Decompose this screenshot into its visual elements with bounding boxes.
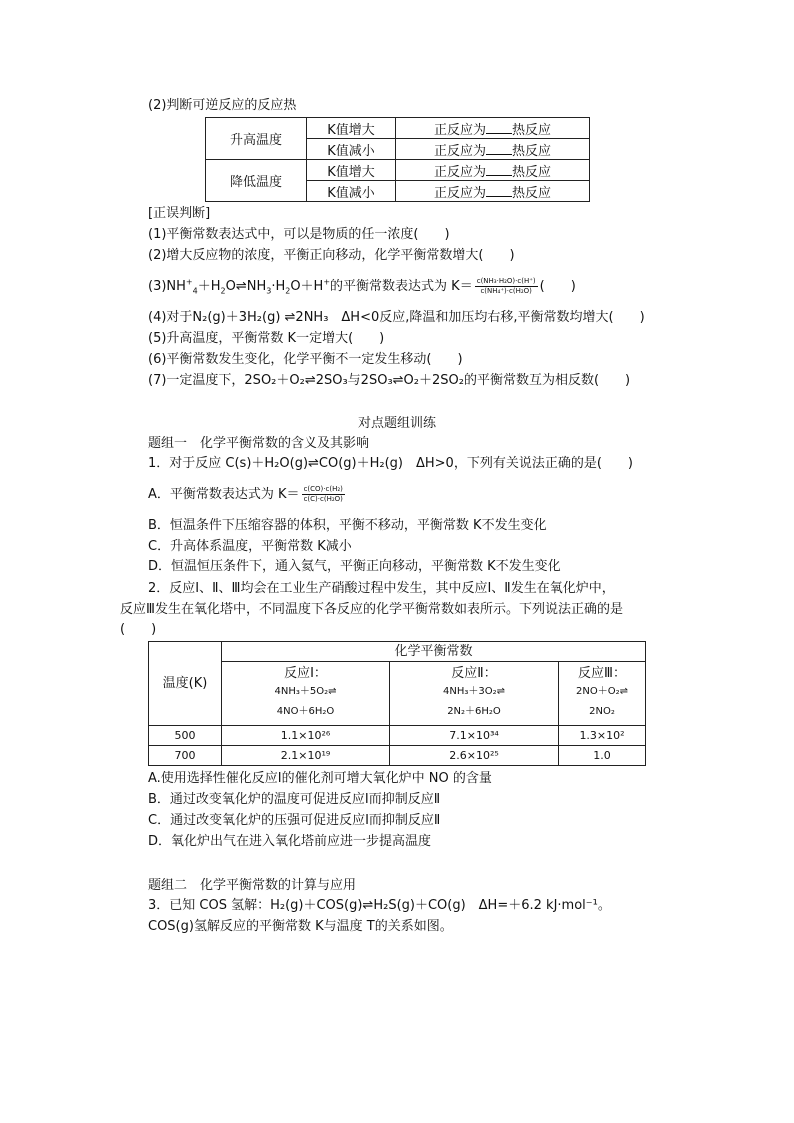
judge-header: [正误判断] <box>148 206 211 221</box>
section-title: 对点题组训练 <box>357 416 436 431</box>
question-2-line-2: 反应Ⅲ发生在氧化塔中，不同温度下各反应的化学平衡常数如表所示。下列说法正确的是 <box>120 602 623 617</box>
reaction-2-header: 反应Ⅱ： 4NH₃＋3O₂⇌ 2N₂＋6H₂O <box>390 662 559 726</box>
k-up-cell: K值增大 <box>307 118 396 139</box>
q2-option-c: C．通过改变氧化炉的压强可促进反应Ⅰ而抑制反应Ⅱ <box>148 813 441 828</box>
judge-item-7: (7)一定温度下，2SO₂＋O₂⇌2SO₃与2SO₃⇌O₂＋2SO₂的平衡常数互为相反数( ) <box>148 373 631 388</box>
answer-blank <box>486 163 512 176</box>
reaction-3-header: 反应Ⅲ： 2NO＋O₂⇌ 2NO₂ <box>559 662 646 726</box>
equilibrium-fraction: $\frac{\text{c(NH₃·H₂O)·c(H⁺)}}{\text{c(NH₄⁺)·c(H₂O)}}$ <box>476 277 536 295</box>
group-2-title: 题组二 化学平衡常数的计算与应用 <box>148 878 357 893</box>
question-3-line-1: 3．已知 COS 氢解：H₂(g)＋COS(g)⇌H₂S(g)＋CO(g) ΔH=＋6.2 kJ·mol⁻¹。 <box>148 898 611 913</box>
group-1-title: 题组一 化学平衡常数的含义及其影响 <box>148 436 370 451</box>
drop-temp-cell: 降低温度 <box>206 160 307 202</box>
judge-item-5: (5)升高温度，平衡常数 K一定增大( ) <box>148 331 385 346</box>
k-down-cell: K值减小 <box>307 181 396 202</box>
judge-item-6: (6)平衡常数发生变化，化学平衡不一定发生移动( ) <box>148 352 463 367</box>
rise-temp-cell: 升高温度 <box>206 118 307 160</box>
question-2-line-3: ( ) <box>120 622 157 637</box>
reaction-1-header: 反应Ⅰ： 4NH₃＋5O₂⇌ 4NO＋6H₂O <box>222 662 390 726</box>
q2-option-b: B．通过改变氧化炉的温度可促进反应Ⅰ而抑制反应Ⅱ <box>148 792 441 807</box>
judge-item-3: $(3)NH^+_4+H_2O\rightleftharpoons NH_3\cdot H_2O+H^+$的平衡常数表达式为 K＝ $\frac{\text{c(NH₃·H₂O)·c(H⁺)}}{\text{c(NH₄⁺)·c(H₂O)}}$ ( ) <box>148 277 576 296</box>
k-fraction: $\frac{\text{c(CO)·c(H₂)}}{\text{c(C)·c(H₂O)}}$ <box>303 485 343 503</box>
section-2-title: (2)判断可逆反应的反应热 <box>148 98 297 113</box>
q1-option-d: D．恒温恒压条件下，通入氦气，平衡正向移动，平衡常数 K不发生变化 <box>148 559 561 574</box>
temp-header: 温度(K) <box>149 642 222 726</box>
judge-item-2: (2)增大反应物的浓度，平衡正向移动，化学平衡常数增大( ) <box>148 248 515 263</box>
reaction-heat-table <box>205 117 590 202</box>
q1-option-a: A．平衡常数表达式为 K＝ $\frac{\text{c(CO)·c(H₂)}}{\text{c(C)·c(H₂O)}}$ <box>148 485 343 503</box>
k-header: 化学平衡常数 <box>222 642 646 662</box>
q2-option-d: D．氧化炉出气在进入氧化塔前应进一步提高温度 <box>148 834 432 849</box>
judge-item-4: (4)对于N₂(g)＋3H₂(g) ⇌2NH₃ ΔH<0反应,降温和加压均右移,平衡常数均增大( ) <box>148 310 645 325</box>
k-up-cell: K值增大 <box>307 160 396 181</box>
question-3-line-2: COS(g)氢解反应的平衡常数 K与温度 T的关系如图。 <box>148 919 453 934</box>
answer-blank <box>486 184 512 197</box>
table-row: 700 2.1×10¹⁹ 2.6×10²⁵ 1.0 <box>149 746 646 766</box>
answer-cell: 正反应为 热反应 <box>396 160 590 181</box>
q2-option-a: A.使用选择性催化反应Ⅰ的催化剂可增大氧化炉中 NO 的含量 <box>148 771 492 786</box>
equilibrium-constant-table <box>148 641 646 766</box>
q1-option-b: B．恒温条件下压缩容器的体积，平衡不移动，平衡常数 K不发生变化 <box>148 518 547 533</box>
question-1: 1．对于反应 C(s)＋H₂O(g)⇌CO(g)＋H₂(g) ΔH>0，下列有关说法正确的是( ) <box>148 456 633 471</box>
q1-option-c: C．升高体系温度，平衡常数 K减小 <box>148 539 352 554</box>
answer-cell: 正反应为 热反应 <box>396 181 590 202</box>
question-2-line-1: 2．反应Ⅰ、Ⅱ、Ⅲ均会在工业生产硝酸过程中发生，其中反应Ⅰ、Ⅱ发生在氧化炉中， <box>148 581 615 596</box>
answer-blank <box>486 121 512 134</box>
answer-blank <box>486 142 512 155</box>
k-down-cell: K值减小 <box>307 139 396 160</box>
table-row: 500 1.1×10²⁶ 7.1×10³⁴ 1.3×10² <box>149 726 646 746</box>
answer-cell: 正反应为 热反应 <box>396 139 590 160</box>
answer-cell: 正反应为 热反应 <box>396 118 590 139</box>
judge-item-1: (1)平衡常数表达式中，可以是物质的任一浓度( ) <box>148 227 450 242</box>
